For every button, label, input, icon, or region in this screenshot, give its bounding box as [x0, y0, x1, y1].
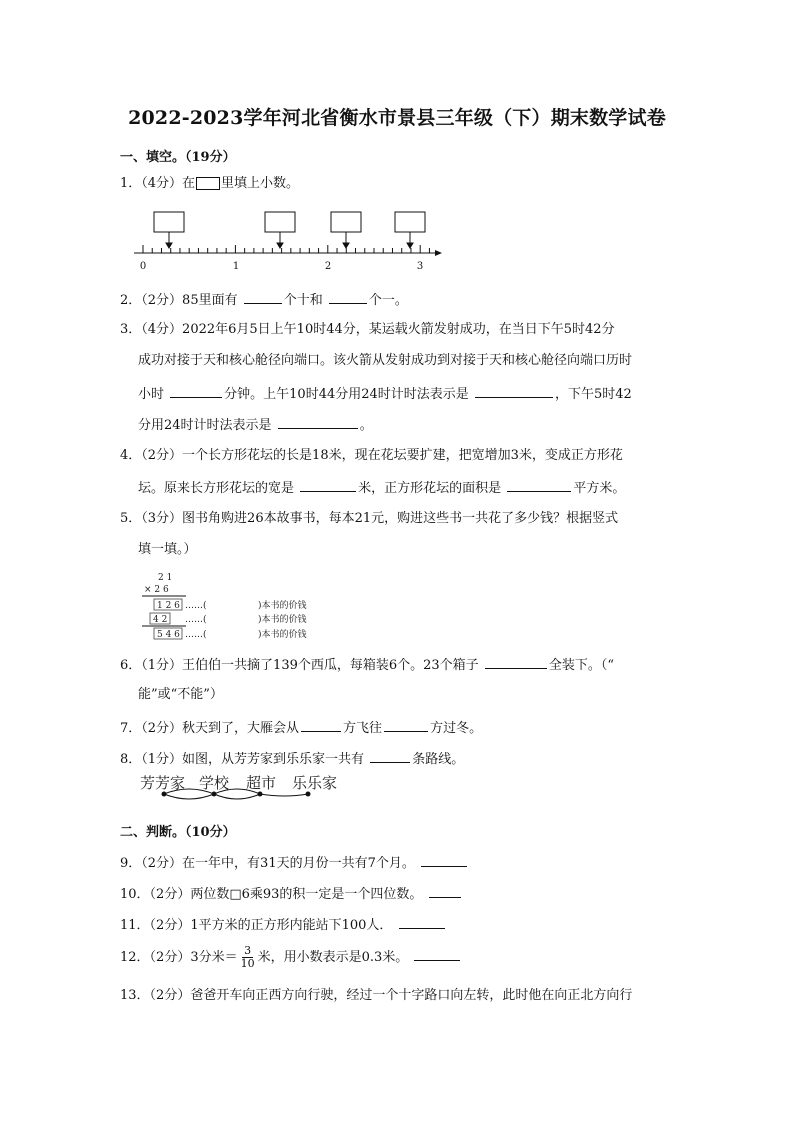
- q11-text: 11．（2分）1平方米的正方形内能站下100人．: [120, 918, 393, 933]
- multiplier: × 2 6: [144, 585, 169, 595]
- node-dot: [212, 792, 217, 797]
- q6-text: 全装下。（“: [548, 658, 614, 673]
- answer-box-icon: [196, 177, 220, 190]
- place-supermarket: 超市: [246, 774, 277, 792]
- q3-text: 分钟。上午10时44分用24时计时法表示是: [224, 387, 469, 402]
- q8-text: 条路线。: [412, 752, 465, 767]
- answer-blank[interactable]: [485, 655, 547, 669]
- axis-arrowhead-icon: [435, 250, 442, 256]
- question-5-line-1: 5．（3分）图书角购进26本故事书，每本21元，购进这些书一共花了多少钱？根据竖式: [120, 511, 619, 526]
- question-3-line-4: [138, 415, 373, 435]
- route-4: [214, 794, 260, 799]
- q12-text: 米，用小数表示是0.3米。: [257, 950, 409, 965]
- number-line-boxes: [154, 212, 425, 232]
- answer-box-1[interactable]: [154, 212, 184, 232]
- section-heading-fill-blank: 一、填空。（19分）: [120, 150, 236, 165]
- vertical-multiplication-figure: [138, 568, 338, 642]
- tick-label-2: 2: [324, 261, 332, 272]
- answer-blank[interactable]: [414, 947, 460, 961]
- q2-text-a: 2．（2分）85里面有: [120, 293, 238, 308]
- tick-label-0: 0: [139, 261, 147, 272]
- question-7: [120, 718, 482, 738]
- answer-blank[interactable]: [170, 384, 222, 398]
- question-1: [120, 175, 299, 193]
- number-line-labels: [140, 261, 423, 272]
- dots-2: ……(: [185, 615, 207, 625]
- answer-blank[interactable]: [329, 290, 367, 304]
- answer-blank[interactable]: [399, 915, 445, 929]
- q8-text: 8．（1分）如图，从芳芳家到乐乐家一共有: [120, 752, 365, 767]
- answer-box-4[interactable]: [395, 212, 425, 232]
- q7-text: 方飞往: [343, 721, 383, 736]
- node-dot: [258, 792, 263, 797]
- q2-text-c: 个一。: [368, 293, 408, 308]
- price-label-3: )本书的价钱: [258, 630, 307, 640]
- number-line-axis: [134, 245, 438, 253]
- answer-blank[interactable]: [244, 290, 282, 304]
- q4-text: 坛。原来长方形花坛的宽是: [138, 481, 295, 496]
- q7-text: 7．（2分）秋天到了，大雁会从: [120, 721, 300, 736]
- answer-blank[interactable]: [370, 749, 410, 763]
- fraction-three-tenths: [239, 945, 257, 970]
- multiplicand: 2 1: [158, 573, 173, 583]
- q3-text: 小时: [138, 387, 165, 402]
- answer-blank[interactable]: [421, 853, 467, 867]
- partial-product-2: 4 2: [153, 615, 168, 625]
- tick-label-1: 1: [232, 261, 240, 272]
- question-3-line-3: [138, 384, 632, 404]
- answer-box-2[interactable]: [265, 212, 295, 232]
- q10-text: 10．（2分）两位数□6乘93的积一定是一个四位数。: [120, 887, 423, 902]
- dots-3: ……(: [185, 630, 207, 640]
- q12-text: 12．（2分）3分米＝: [120, 950, 238, 965]
- q4-text: 米，正方形花坛的面积是: [358, 481, 502, 496]
- question-13: 13．（2分）爸爸开车向正西方向行驶，经过一个十字路口向左转，此时他在向正北方向行: [120, 988, 633, 1003]
- section-heading-judge: 二、判断。（10分）: [120, 825, 236, 840]
- question-10: [120, 884, 463, 904]
- q7-text: 方过冬。: [430, 721, 483, 736]
- question-3-line-2: 成功对接于天和核心舱径向端口。该火箭从发射成功到对接于天和核心舱径向端口历时: [138, 353, 633, 368]
- q3-text: 。: [359, 418, 373, 433]
- question-8: [120, 749, 464, 769]
- place-lele-home: 乐乐家: [292, 774, 338, 792]
- product-total: 5 4 6: [157, 630, 180, 640]
- answer-blank[interactable]: [384, 718, 428, 732]
- fraction-denominator: 10: [240, 957, 255, 970]
- q6-text: 6．（1分）王伯伯一共摘了139个西瓜，每箱装6个。23个箱子: [120, 658, 479, 673]
- partial-product-1: 1 2 6: [157, 601, 180, 611]
- q3-text: 分用24时计时法表示是: [138, 418, 272, 433]
- question-12: [120, 945, 462, 970]
- q2-text-b: 个十和: [283, 293, 323, 308]
- dots-1: ……(: [185, 601, 207, 611]
- answer-blank[interactable]: [278, 415, 358, 429]
- fraction-numerator: 3: [244, 944, 252, 957]
- question-2: [120, 290, 408, 310]
- q4-text: 平方米。: [573, 481, 626, 496]
- node-dot: [306, 792, 311, 797]
- question-3-line-1: 3．（4分）2022年6月5日上午10时44分，某运载火箭发射成功，在当日下午5时42分: [120, 322, 615, 337]
- question-11: [120, 915, 447, 935]
- node-dot: [162, 792, 167, 797]
- route-diagram: [136, 768, 356, 808]
- number-line-figure: [130, 205, 450, 277]
- question-9: [120, 853, 469, 873]
- pointer-arrows: [166, 232, 413, 248]
- price-label-2: )本书的价钱: [258, 615, 307, 625]
- place-school: 学校: [199, 774, 230, 792]
- answer-blank[interactable]: [301, 718, 341, 732]
- answer-box-3[interactable]: [331, 212, 361, 232]
- answer-blank[interactable]: [429, 884, 461, 898]
- question-5-line-2: 填一填。）: [138, 542, 197, 557]
- tick-label-3: 3: [416, 261, 424, 272]
- answer-blank[interactable]: [475, 384, 553, 398]
- q1-text-b: 里填上小数。: [221, 176, 300, 191]
- q3-text: ，下午5时42: [554, 387, 632, 402]
- question-4-line-1: 4．（2分）一个长方形花坛的长是18米，现在花坛要扩建，把宽增加3米，变成正方形花: [120, 448, 623, 463]
- price-label-1: )本书的价钱: [258, 601, 307, 611]
- route-5: [260, 794, 308, 796]
- answer-blank[interactable]: [507, 478, 571, 492]
- question-6-line-2: 能”或“不能”）: [138, 687, 223, 702]
- question-6-line-1: [120, 655, 614, 675]
- route-2: [164, 794, 214, 799]
- answer-blank[interactable]: [300, 478, 356, 492]
- q9-text: 9．（2分）在一年中，有31天的月份一共有7个月。: [120, 856, 415, 871]
- page-title: 2022-2023学年河北省衡水市景县三年级（下）期末数学试卷: [128, 107, 666, 129]
- q1-text-a: 1．（4分）在: [120, 176, 196, 191]
- question-4-line-2: [138, 478, 625, 498]
- place-fangfang-home: 芳芳家: [140, 774, 186, 792]
